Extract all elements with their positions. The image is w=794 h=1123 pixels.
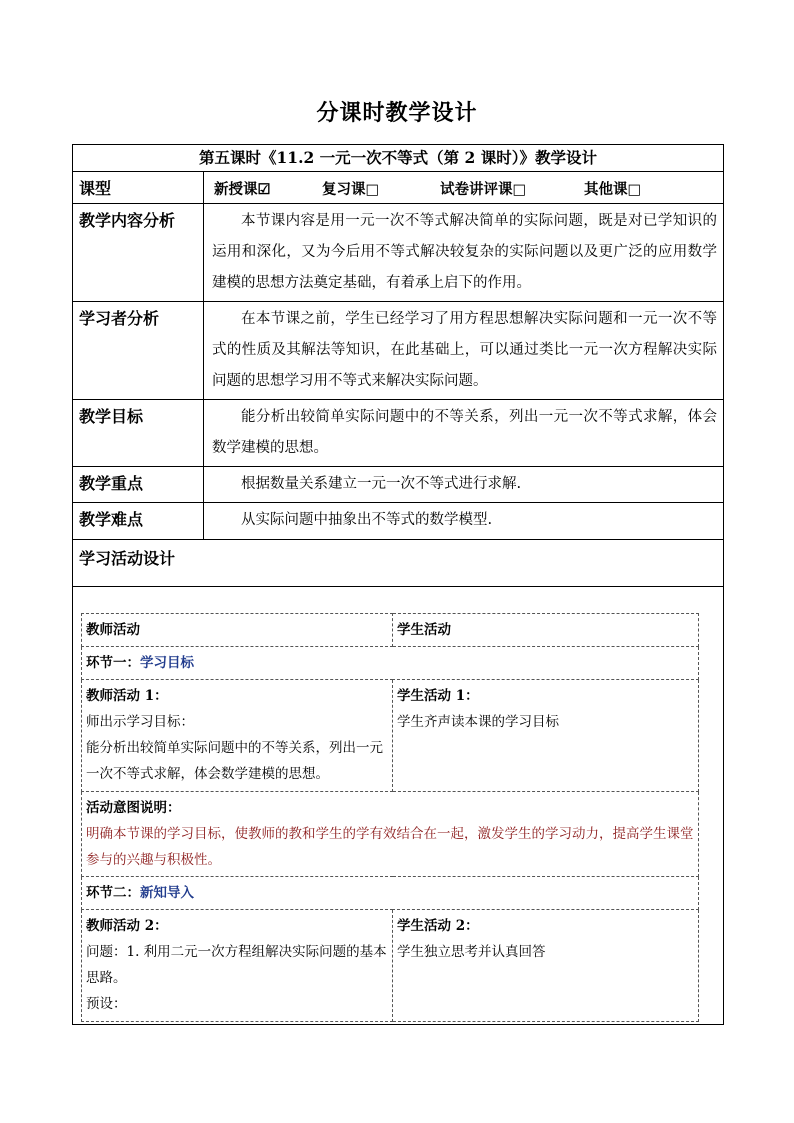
teacher-activity-1-line2: 能分析出较简单实际问题中的不等关系，列出一元一次不等式求解，体会数学建模的思想。 [86,740,383,782]
content-analysis-label: 教学内容分析 [73,204,204,302]
objectives-text: 能分析出较简单实际问题中的不等关系，列出一元一次不等式求解，体会数学建模的思想。 [204,400,724,467]
section-one-prefix: 环节一： [86,655,140,671]
objectives-label: 教学目标 [73,400,204,467]
activity-design-label: 学习活动设计 [73,540,724,587]
learner-analysis-text: 在本节课之前，学生已经学习了用方程思想解决实际问题和一元一次不等式的性质及其解法等知识，在此基础上，可以通过类比一元一次方程解决实际问题的思想学习用不等式来解决实际问题。 [204,302,724,400]
course-type-options [204,172,724,204]
activity-intent [82,792,699,877]
teacher-activity-2 [82,910,393,1022]
key-point-text: 根据数量关系建立一元一次不等式进行求解. [204,467,724,503]
section-one-header [82,647,699,680]
teacher-activity-1-title: 教师活动 1： [86,688,168,704]
student-activity-1-title: 学生活动 1： [397,688,479,704]
teacher-activity-header: 教师活动 [82,614,393,647]
lesson-plan-table [72,144,724,1025]
activity-intent-text: 明确本节课的学习目标，使教师的教和学生的学有效结合在一起，激发学生的学习动力，提高学生课堂参与的兴趣与积极性。 [86,826,694,868]
course-type-option-exam[interactable]: 试卷讲评课□ [440,181,527,198]
teacher-activity-1 [82,680,393,792]
difficulty-label: 教学难点 [73,503,204,540]
teacher-activity-2-line2: 预设： [86,996,127,1012]
student-activity-2 [393,910,699,1022]
learner-analysis-label: 学习者分析 [73,302,204,400]
key-point-label: 教学重点 [73,467,204,503]
lesson-title: 第五课时《11.2 一元一次不等式（第 2 课时）》教学设计 [73,145,724,172]
activity-section [73,587,724,1025]
page-title: 分课时教学设计 [316,100,478,126]
course-type-label: 课型 [73,172,204,204]
student-activity-2-text: 学生独立思考并认真回答 [397,944,546,960]
course-type-option-other[interactable]: 其他课□ [584,181,642,198]
section-two-prefix: 环节二： [86,885,140,901]
section-two-name: 新知导入 [140,885,194,901]
teacher-activity-2-title: 教师活动 2： [86,918,168,934]
course-type-option-new[interactable]: 新授课☑ [214,181,271,198]
student-activity-1-text: 学生齐声读本课的学习目标 [397,714,559,730]
course-type-option-review[interactable]: 复习课□ [322,181,380,198]
student-activity-2-title: 学生活动 2： [397,918,479,934]
content-analysis-text: 本节课内容是用一元一次不等式解决简单的实际问题，既是对已学知识的运用和深化，又为今后用不等式解决较复杂的实际问题以及更广泛的应用数学建模的思想方法奠定基础，有着承上启下的作用。 [204,204,724,302]
activity-intent-title: 活动意图说明： [86,800,181,816]
activity-table [81,613,699,1022]
teacher-activity-2-line1: 问题：1. 利用二元一次方程组解决实际问题的基本思路。 [86,944,387,986]
difficulty-text: 从实际问题中抽象出不等式的数学模型. [204,503,724,540]
student-activity-header: 学生活动 [393,614,699,647]
teacher-activity-1-line1: 师出示学习目标： [86,714,194,730]
section-two-header [82,877,699,910]
section-one-name: 学习目标 [140,655,194,671]
student-activity-1 [393,680,699,792]
